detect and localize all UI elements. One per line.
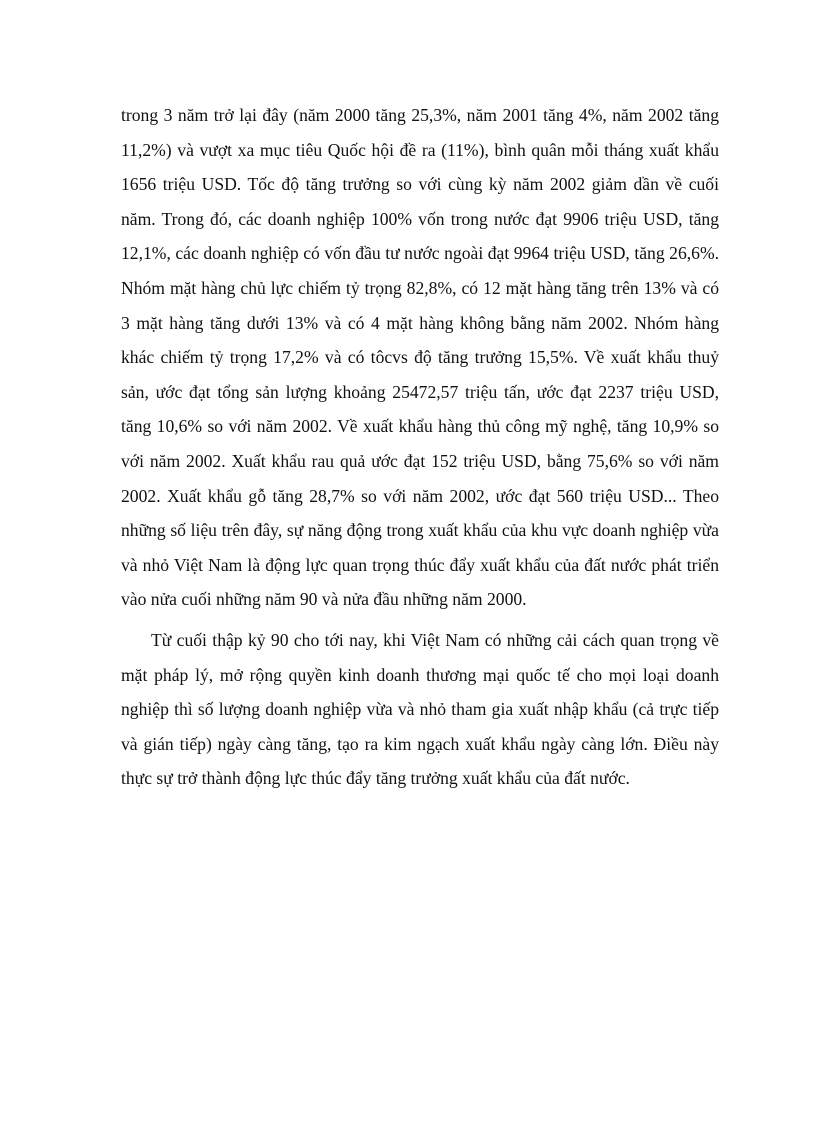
body-paragraph-1: trong 3 năm trở lại đây (năm 2000 tăng 25,3%, năm 2001 tăng 4%, năm 2002 tăng 11,2%) và vượt xa mục tiêu Quốc hội đề ra (11%), bình quân mỗi tháng xuất khẩu 1656 triệu USD. Tốc độ tăng trưởng so với cùng kỳ năm 2002 giảm dần về cuối năm. Trong đó, các doanh nghiệp 100% vốn trong nước đạt 9906 triệu USD, tăng 12,1%, các doanh nghiệp có vốn đầu tư nước ngoài đạt 9964 triệu USD, tăng 26,6%. Nhóm mặt hàng chủ lực chiếm tỷ trọng 82,8%, có 12 mặt hàng tăng trên 13% và có 3 mặt hàng tăng dưới 13% và có 4 mặt hàng không bằng năm 2002. Nhóm hàng khác chiếm tỷ trọng 17,2% và có tôcvs độ tăng trưởng 15,5%. Về xuất khẩu thuỷ sản, ước đạt tổng sản lượng khoảng 25472,57 triệu tấn, ước đạt 2237 triệu USD, tăng 10,6% so với năm 2002. Về xuất khẩu hàng thủ công mỹ nghệ, tăng 10,9% so với năm 2002. Xuất khẩu rau quả ước đạt 152 triệu USD, bằng 75,6% so với năm 2002. Xuất khẩu gỗ tăng 28,7% so với năm 2002, ước đạt 560 triệu USD... Theo những số liệu trên đây, sự năng động trong xuất khẩu của khu vực doanh nghiệp vừa và nhỏ Việt Nam là động lực quan trọng thúc đẩy xuất khẩu của đất nước phát triển vào nửa cuối những năm 90 và nửa đầu những năm 2000. bbox=[121, 105, 719, 610]
body-paragraph-2: Từ cuối thập kỷ 90 cho tới nay, khi Việt Nam có những cải cách quan trọng về mặt pháp lý, mở rộng quyền kinh doanh thương mại quốc tế cho mọi loại doanh nghiệp thì số lượng doanh nghiệp vừa và nhỏ tham gia xuất nhập khẩu (cả trực tiếp và gián tiếp) ngày càng tăng, tạo ra kim ngạch xuất khẩu ngày càng lớn. Điều này thực sự trở thành động lực thúc đẩy tăng trưởng xuất khẩu của đất nước. bbox=[121, 629, 719, 789]
document-body bbox=[121, 98, 719, 796]
